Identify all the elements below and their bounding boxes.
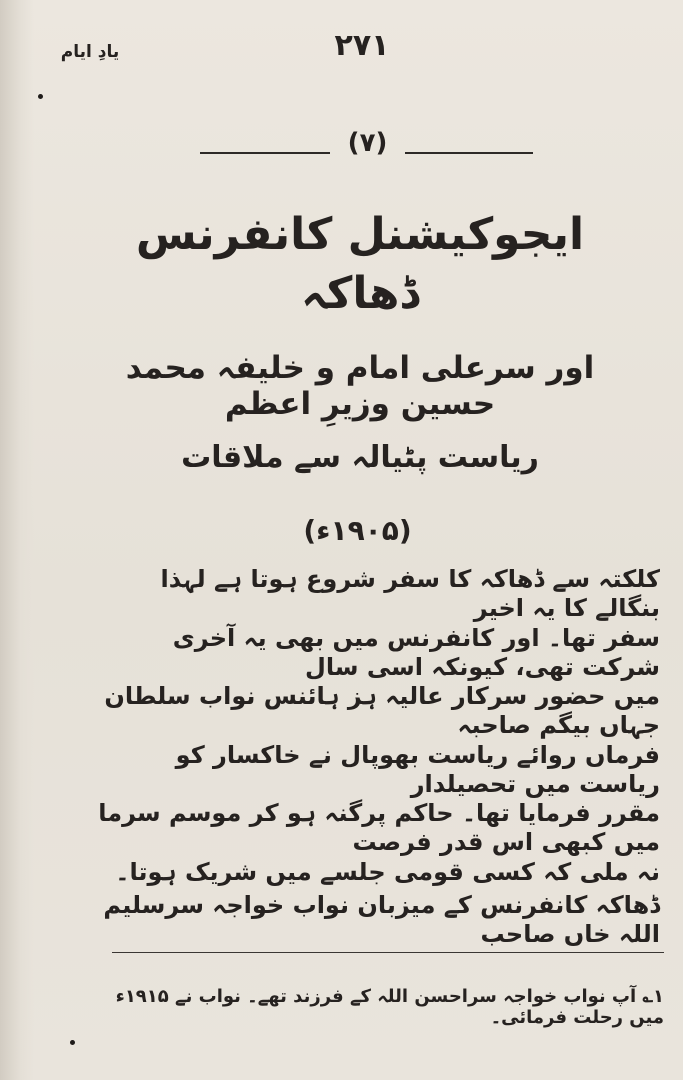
body-line: کلکتہ سے ڈھاکہ کا سفر شروع ہوتا ہے لہذا بنگالے کا یہ اخیر (160, 565, 660, 623)
footnote: ۱؎ آپ نواب خواجہ سراحسن اللہ کے فرزند تھے۔ نواب نے ۱۹۱۵ء میں رحلت فرمائی۔ (115, 986, 664, 1028)
body-line: مقرر فرمایا تھا۔ حاکم پرگنہ ہو کر موسم سرما میں کبھی اس قدر فرصت (98, 799, 660, 857)
chapter-subtitle-line-1: اور سرعلی امام و خلیفہ محمد حسین وزیرِ اعظم (125, 350, 595, 422)
chapter-year: (۱۹۰۵ء) (303, 514, 412, 547)
footnote-divider (112, 952, 664, 953)
print-speck (70, 1040, 75, 1045)
body-line: نہ ملی کہ کسی قومی جلسے میں شریک ہوتا۔ (115, 857, 660, 886)
body-line: میں حضور سرکار عالیہ ہز ہائنس نواب سلطان جہاں بیگم صاحبہ (104, 682, 660, 740)
chapter-rule-right (405, 152, 533, 154)
chapter-title: ایجوکیشنل کانفرنس ڈھاکہ (135, 209, 585, 320)
chapter-number: (۷) (347, 128, 388, 158)
chapter-rule-left (200, 152, 330, 154)
print-speck (38, 94, 43, 99)
body-line: فرماں روائے ریاست بھوپال نے خاکسار کو ریاست میں تحصیلدار (175, 740, 660, 798)
page-number: ۲۷۱ (334, 28, 390, 63)
chapter-subtitle-line-2: ریاست پٹیالہ سے ملاقات (181, 440, 539, 475)
body-line: سفر تھا۔ اور کانفرنس میں بھی یہ آخری شرکت تھی، کیونکہ اسی سال (172, 623, 660, 681)
running-head: یادِ ایام (60, 42, 120, 62)
page-spine-shadow (0, 0, 34, 1080)
body-line-new-paragraph: ڈھاکہ کانفرنس کے میزبان نواب خواجہ سرسلیم اللہ خاں صاحب (103, 890, 660, 949)
body-paragraph (95, 565, 660, 949)
